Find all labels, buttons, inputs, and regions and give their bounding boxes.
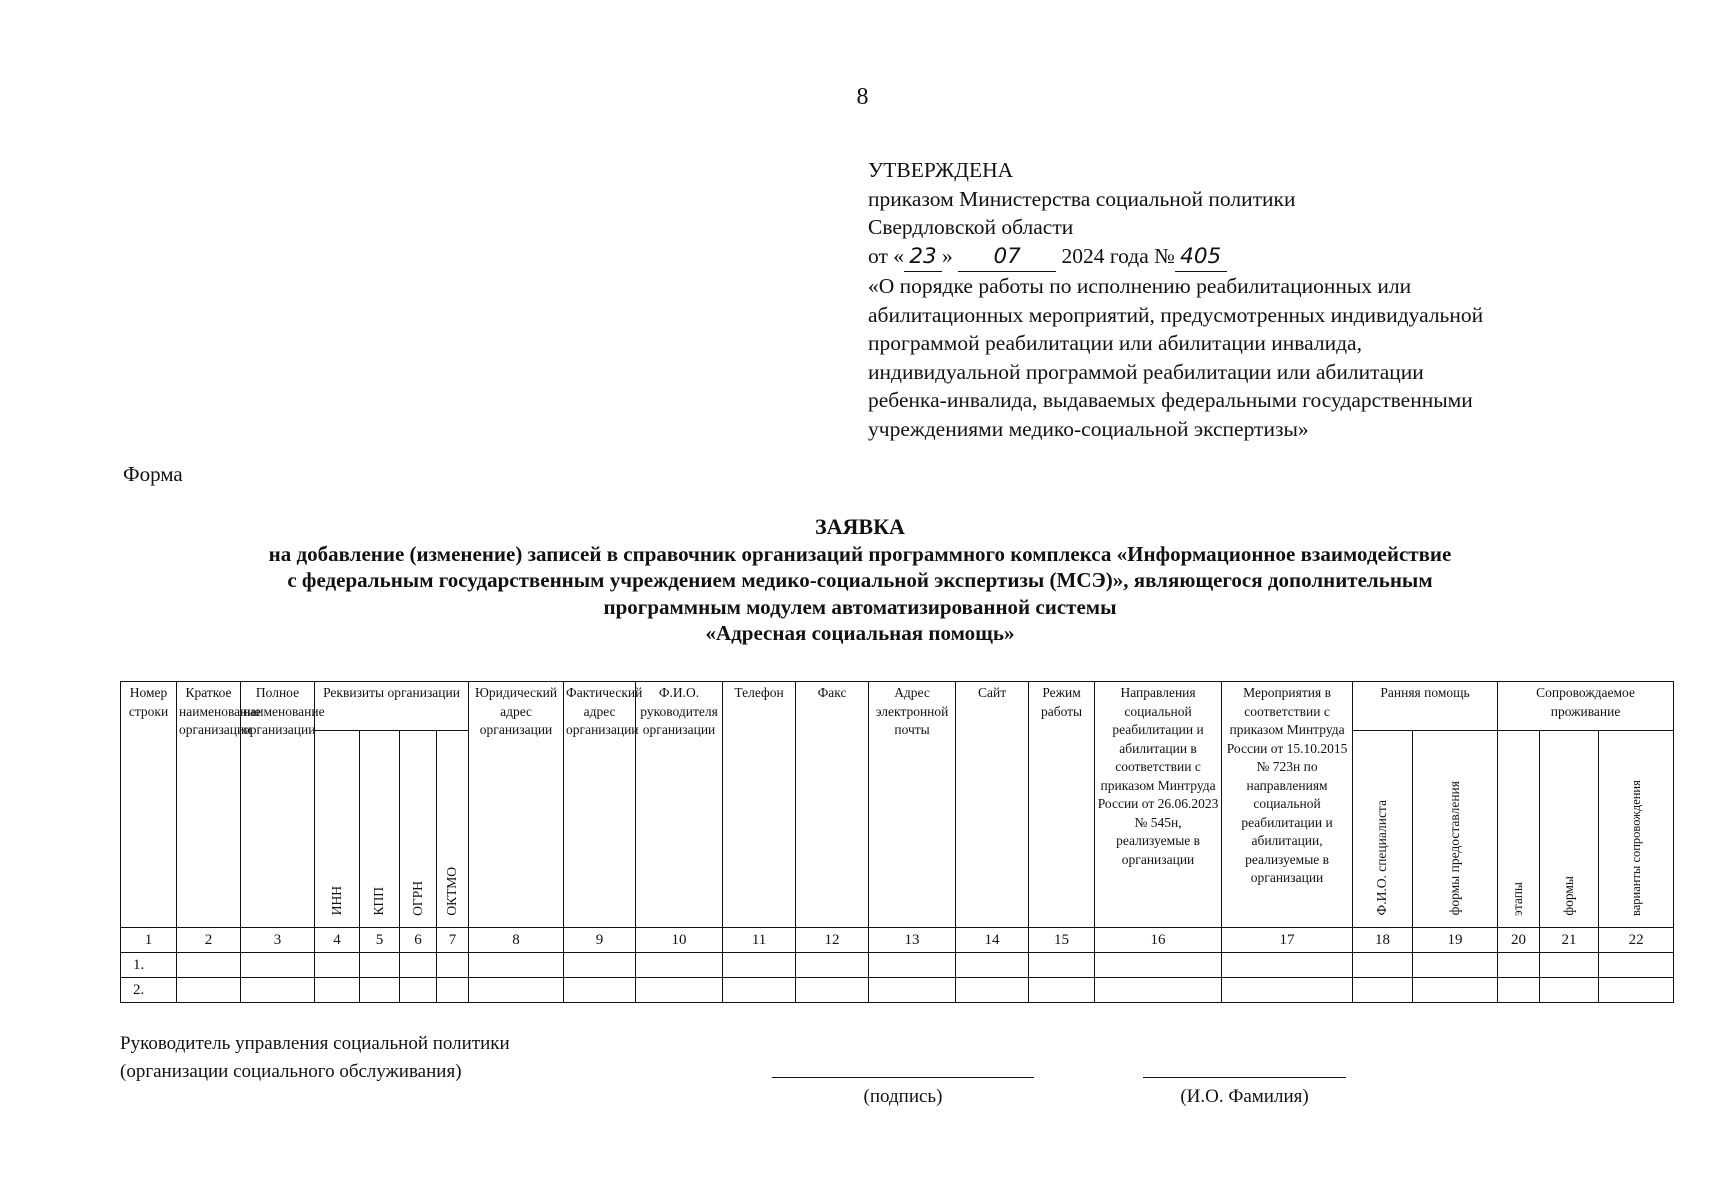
header-oktmo: ОКТМО <box>437 731 469 928</box>
header-email: Адрес электронной почты <box>869 682 956 928</box>
col-num: 17 <box>1222 928 1353 953</box>
table-cell[interactable] <box>796 953 869 978</box>
date-day: 23 <box>904 243 942 273</box>
date-mid: » <box>942 243 953 268</box>
approval-desc-3: программой реабилитации или абилитации инвалида, <box>868 331 1362 355</box>
col-num: 9 <box>564 928 636 953</box>
col-num: 15 <box>1029 928 1095 953</box>
table-cell[interactable] <box>1498 953 1540 978</box>
header-legal-address: Юридический адрес организации <box>469 682 564 928</box>
col-num: 20 <box>1498 928 1540 953</box>
table-cell[interactable] <box>1413 953 1498 978</box>
col-num: 3 <box>241 928 315 953</box>
col-num: 5 <box>360 928 400 953</box>
table-cell[interactable] <box>400 978 437 1003</box>
col-num: 18 <box>1353 928 1413 953</box>
table-cell[interactable] <box>723 978 796 1003</box>
approval-date-line <box>868 242 1668 273</box>
table-cell[interactable] <box>869 953 956 978</box>
order-number: 405 <box>1175 243 1227 273</box>
table-cell[interactable] <box>1599 953 1674 978</box>
col-num: 14 <box>956 928 1029 953</box>
row-number: 1. <box>121 953 177 978</box>
table-cell[interactable] <box>1222 978 1353 1003</box>
header-inn: ИНН <box>315 731 360 928</box>
table-cell[interactable] <box>315 978 360 1003</box>
col-num: 21 <box>1540 928 1599 953</box>
name-line[interactable] <box>1143 1077 1346 1078</box>
col-num: 10 <box>636 928 723 953</box>
table-cell[interactable] <box>437 953 469 978</box>
document-title <box>160 514 1560 647</box>
header-row-number: Номер строки <box>121 682 177 928</box>
header-forms: формы <box>1540 731 1599 928</box>
table-row <box>121 953 1674 978</box>
header-site: Сайт <box>956 682 1029 928</box>
row-number: 2. <box>121 978 177 1003</box>
approval-line-1: приказом Министерства социальной политики <box>868 186 1296 211</box>
header-early-help: Ранняя помощь <box>1353 682 1498 731</box>
title-main: ЗАЯВКА <box>815 514 905 539</box>
title-line-3: программным модулем автоматизированной системы <box>603 594 1117 619</box>
table-row <box>121 978 1674 1003</box>
col-num: 12 <box>796 928 869 953</box>
title-line-4: «Адресная социальная помощь» <box>705 621 1015 645</box>
col-num: 16 <box>1095 928 1222 953</box>
table-cell[interactable] <box>564 953 636 978</box>
table-cell[interactable] <box>241 953 315 978</box>
col-num: 8 <box>469 928 564 953</box>
header-phone: Телефон <box>723 682 796 928</box>
header-ogrn: ОГРН <box>400 731 437 928</box>
table-cell[interactable] <box>869 978 956 1003</box>
table-cell[interactable] <box>636 953 723 978</box>
signatory-line-1: Руководитель управления социальной политики <box>120 1033 510 1054</box>
name-caption: (И.О. Фамилия) <box>1180 1086 1309 1107</box>
approval-desc-2: абилитационных мероприятий, предусмотренных индивидуальной <box>868 302 1484 327</box>
header-director: Ф.И.О. руководителя организации <box>636 682 723 928</box>
approval-desc-5: ребенка-инвалида, выдаваемых федеральными государственными <box>868 388 1473 412</box>
table-cell[interactable] <box>1029 978 1095 1003</box>
approval-line-2: Свердловской области <box>868 215 1074 239</box>
col-num: 4 <box>315 928 360 953</box>
table-cell[interactable] <box>1095 978 1222 1003</box>
table-cell[interactable] <box>636 978 723 1003</box>
header-fax: Факс <box>796 682 869 928</box>
table-cell[interactable] <box>469 978 564 1003</box>
table-cell[interactable] <box>1353 953 1413 978</box>
header-stages: этапы <box>1498 731 1540 928</box>
request-table <box>120 681 1674 1003</box>
column-numbers-row <box>121 928 1674 953</box>
header-kpp: КПП <box>360 731 400 928</box>
table-cell[interactable] <box>1413 978 1498 1003</box>
table-cell[interactable] <box>177 953 241 978</box>
table-cell[interactable] <box>1029 953 1095 978</box>
table-cell[interactable] <box>360 978 400 1003</box>
header-row-1 <box>121 682 1674 731</box>
page-number: 8 <box>856 84 869 110</box>
table-cell[interactable] <box>1540 953 1599 978</box>
table-cell[interactable] <box>1095 953 1222 978</box>
col-num: 19 <box>1413 928 1498 953</box>
signature-line[interactable] <box>772 1077 1034 1078</box>
col-num: 13 <box>869 928 956 953</box>
table-cell[interactable] <box>956 953 1029 978</box>
header-work-mode: Режим работы <box>1029 682 1095 928</box>
approval-desc-6: учреждениями медико-социальной экспертизы» <box>868 416 1309 441</box>
table-cell[interactable] <box>796 978 869 1003</box>
header-requisites: Реквизиты организации <box>315 682 469 731</box>
approval-heading: УТВЕРЖДЕНА <box>868 158 1014 182</box>
table-cell[interactable] <box>400 953 437 978</box>
table-cell[interactable] <box>1498 978 1540 1003</box>
signatory-block <box>120 1030 510 1086</box>
signatory-line-2: (организации социального обслуживания) <box>120 1061 462 1082</box>
header-escort: Сопровождаемое проживание <box>1498 682 1674 731</box>
approval-desc-4: индивидуальной программой реабилитации или абилитации <box>868 359 1424 384</box>
table-cell[interactable] <box>360 953 400 978</box>
signature-caption: (подпись) <box>863 1086 943 1107</box>
table-cell[interactable] <box>1599 978 1674 1003</box>
header-full-name: Полное наименование организации <box>241 682 315 928</box>
col-num: 1 <box>121 928 177 953</box>
table-cell[interactable] <box>723 953 796 978</box>
approval-desc-1: «О порядке работы по исполнению реабилитационных или <box>868 274 1412 298</box>
col-num: 7 <box>437 928 469 953</box>
table-cell[interactable] <box>1353 978 1413 1003</box>
table-cell[interactable] <box>956 978 1029 1003</box>
table-cell[interactable] <box>469 953 564 978</box>
col-num: 22 <box>1599 928 1674 953</box>
date-month: 07 <box>958 243 1056 273</box>
date-year: 2024 года № <box>1061 243 1175 268</box>
title-line-1: на добавление (изменение) записей в справочник организаций программного комплекса «Информационное взаимодействие <box>268 541 1452 566</box>
table-cell[interactable] <box>564 978 636 1003</box>
header-escort-variants: варианты сопровождения <box>1599 731 1674 928</box>
form-label: Форма <box>123 462 183 486</box>
table-cell[interactable] <box>241 978 315 1003</box>
header-actual-address: Фактический адрес организации <box>564 682 636 928</box>
header-short-name: Краткое наименование организации <box>177 682 241 928</box>
col-num: 11 <box>723 928 796 953</box>
col-num: 2 <box>177 928 241 953</box>
header-directions: Направления социальной реабилитации и абилитации в соответствии с приказом Минтруда России от 26.06.2023 № 545н, реализуемые в организации <box>1095 682 1222 928</box>
table-cell[interactable] <box>315 953 360 978</box>
col-num: 6 <box>400 928 437 953</box>
header-activities: Мероприятия в соответствии с приказом Минтруда России от 15.10.2015 № 723н по направлениям социальной реабилитации и абилитации, реализуемые в организации <box>1222 682 1353 928</box>
table-cell[interactable] <box>1222 953 1353 978</box>
title-line-2: с федеральным государственным учреждением медико-социальной экспертизы (МСЭ)», являющегося дополнительным <box>287 568 1433 592</box>
header-specialist: Ф.И.О. специалиста <box>1353 731 1413 928</box>
date-prefix: от « <box>868 243 904 268</box>
table-cell[interactable] <box>1540 978 1599 1003</box>
header-provision-forms: формы предоставления <box>1413 731 1498 928</box>
table-cell[interactable] <box>437 978 469 1003</box>
approval-block <box>868 156 1668 443</box>
table-cell[interactable] <box>177 978 241 1003</box>
